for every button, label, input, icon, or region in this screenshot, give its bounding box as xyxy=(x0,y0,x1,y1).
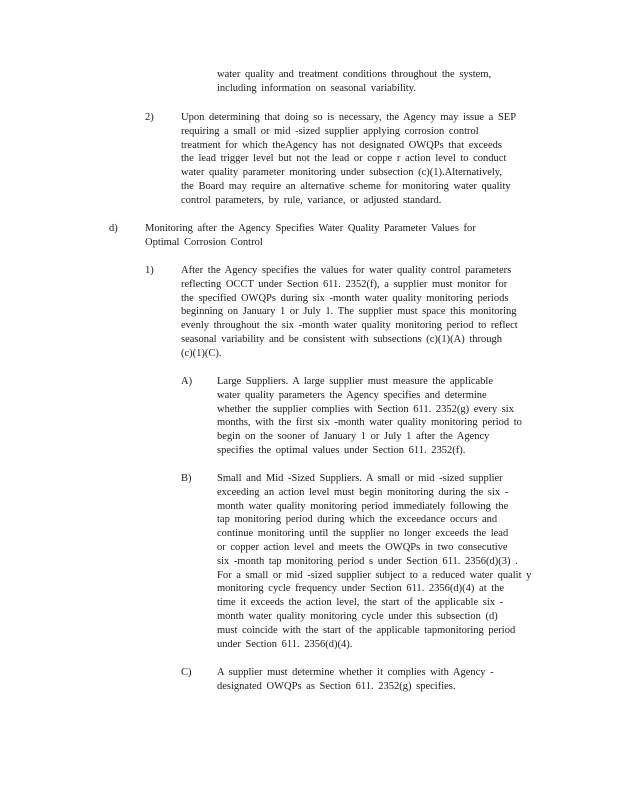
text-line: reflecting OCCT under Section 611. 2352(f), a supplier must monitor for xyxy=(181,278,508,290)
section-d-label: d) xyxy=(109,223,118,234)
text-line: (c)(1)(C). xyxy=(181,347,222,359)
text-line: must coincide with the start of the applicable tapmonitoring period xyxy=(217,624,516,636)
text-line: the specified OWQPs during six -month water quality monitoring periods xyxy=(181,292,509,304)
item-2-label: 2) xyxy=(145,112,154,123)
item-2-paragraph xyxy=(181,111,516,208)
text-line: A supplier must determine whether it complies with Agency - xyxy=(217,667,494,678)
item-1-paragraph xyxy=(181,264,518,361)
text-line: the lead trigger level but not the lead or coppe r action level to conduct xyxy=(181,153,507,165)
text-line: Small and Mid -Sized Suppliers. A small or mid -sized supplier xyxy=(217,473,503,484)
text-line: six -month tap monitoring period s under Section 611. 2356(d)(3) . xyxy=(217,555,518,567)
text-line: under Section 611. 2356(d)(4). xyxy=(217,638,353,650)
text-line: After the Agency specifies the values for water quality control parameters xyxy=(181,265,512,276)
text-line: control parameters, by rule, variance, or adjusted standard. xyxy=(181,194,442,206)
text-line: monitoring cycle frequency under Section 611. 2356(d)(4) at the xyxy=(217,583,505,595)
section-d-heading xyxy=(145,222,476,250)
text-line: exceeding an action level must begin monitoring during the six - xyxy=(217,486,509,498)
text-line: whether the supplier complies with Section 611. 2352(g) every six xyxy=(217,403,514,415)
text-line: water quality parameter monitoring under subsection (c)(1).Alternatively, xyxy=(181,167,502,179)
text-line: requiring a small or mid -sized supplier applying corrosion control xyxy=(181,125,479,137)
text-line: specifies the optimal values under Section 611. 2352(f). xyxy=(217,444,466,456)
continuation-paragraph xyxy=(217,68,491,96)
text-line: the Board may require an alternative scheme for monitoring water quality xyxy=(181,180,511,192)
item-a-label: A) xyxy=(181,376,193,387)
text-line: months, with the first six -month water quality monitoring period to xyxy=(217,417,522,429)
text-line: month water quality monitoring period immediately following the xyxy=(217,500,509,512)
text-line: Large Suppliers. A large supplier must measure the applicable xyxy=(217,376,494,387)
heading-line: Optimal Corrosion Control xyxy=(145,236,263,248)
text-line: including information on seasonal variability. xyxy=(217,82,416,94)
text-line: Upon determining that doing so is necessary, the Agency may issue a SEP xyxy=(181,112,517,123)
text-line: water quality parameters the Agency specifies and determine xyxy=(217,389,487,401)
text-line: or copper action level and meets the OWQPs in two consecutive xyxy=(217,541,508,553)
text-line: treatment for which theAgency has not designated OWQPs that exceeds xyxy=(181,139,502,151)
text-line: For a small or mid -sized supplier subject to a reduced water qualit y xyxy=(217,569,532,581)
text-line: tap monitoring period during which the exceedance occurs and xyxy=(217,514,498,526)
text-line: seasonal variability and be consistent with subsections (c)(1)(A) through xyxy=(181,333,503,345)
item-1-label: 1) xyxy=(145,265,154,276)
item-b-label: B) xyxy=(181,473,192,484)
text-line: evenly throughout the six -month water quality monitoring period to reflect xyxy=(181,320,518,332)
item-a-paragraph xyxy=(217,375,522,458)
text-line: time it exceeds the action level, the start of the applicable six - xyxy=(217,597,504,609)
heading-line: Monitoring after the Agency Specifies Water Quality Parameter Values for xyxy=(145,223,476,234)
text-line: begin on the sooner of January 1 or July 1 after the Agency xyxy=(217,431,490,443)
text-line: designated OWQPs as Section 611. 2352(g) specifies. xyxy=(217,680,456,692)
text-line: beginning on January 1 or July 1. The supplier must space this monitoring xyxy=(181,306,517,318)
text-line: continue monitoring until the supplier no longer exceeds the lead xyxy=(217,528,509,540)
item-b-paragraph xyxy=(217,472,531,651)
item-c-paragraph xyxy=(217,666,494,694)
text-line: month water quality monitoring cycle under this subsection (d) xyxy=(217,610,498,622)
text-line: water quality and treatment conditions throughout the system, xyxy=(217,69,492,80)
item-c-label: C) xyxy=(181,667,192,678)
